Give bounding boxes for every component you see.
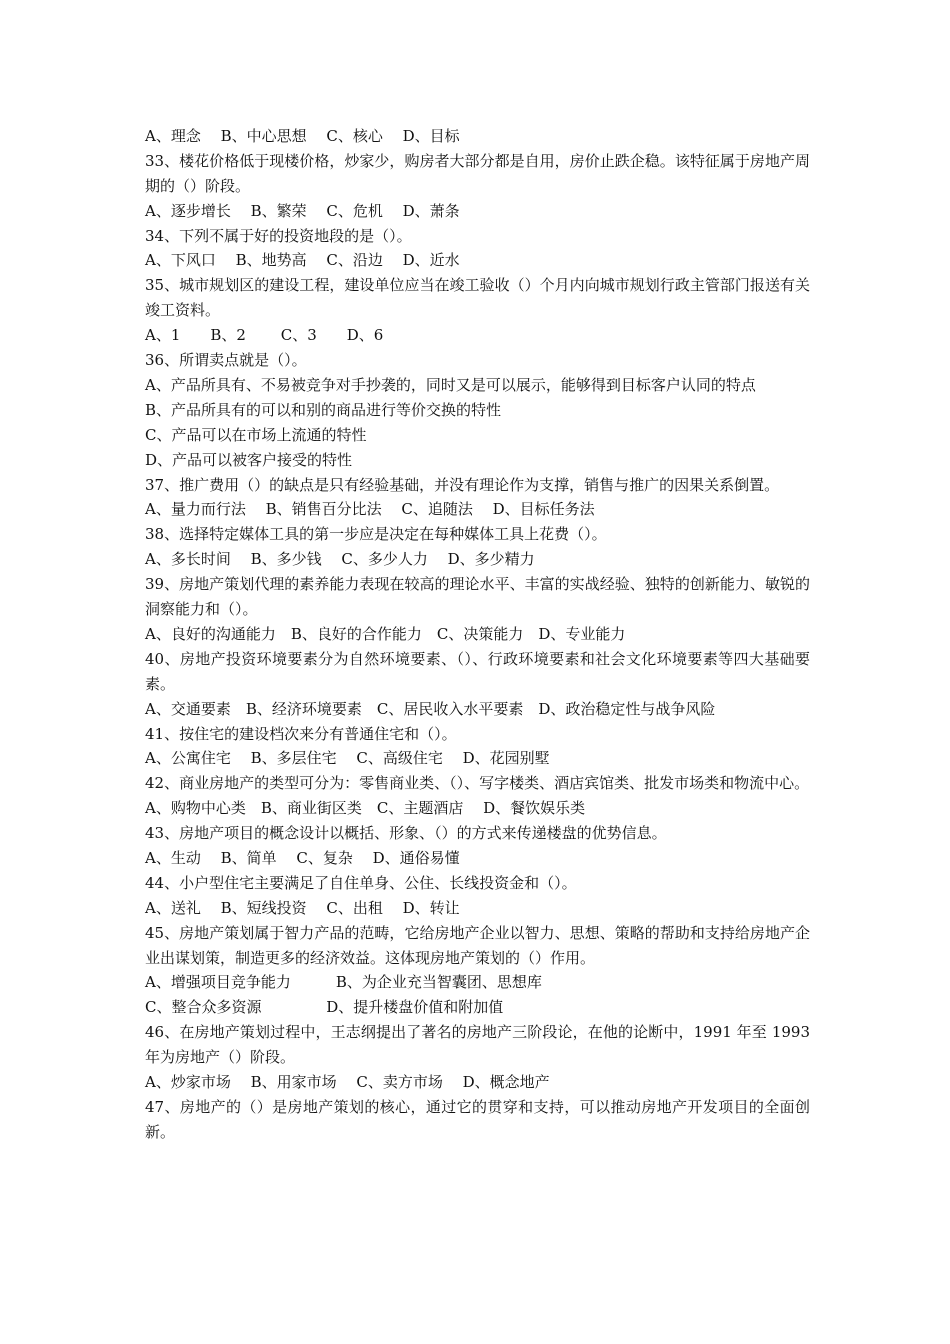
- question-46: 46、在房地产策划过程中，王志纲提出了著名的房地产三阶段论，在他的论断中，1991 年至 1993 年为房地产（）阶段。: [145, 1023, 810, 1067]
- option-line: A、购物中心类 B、商业街区类 C、主题酒店 D、餐饮娱乐类: [145, 799, 586, 818]
- option-line: A、增强项目竞争能力 B、为企业充当智囊团、思想库: [145, 973, 542, 992]
- question-35: 35、城市规划区的建设工程，建设单位应当在竣工验收（）个月内向城市规划行政主管部门报送有关竣工资料。: [145, 276, 810, 320]
- option-line: A、生动 B、简单 C、复杂 D、通俗易懂: [145, 849, 460, 867]
- option-line: D、产品可以被客户接受的特性: [145, 450, 353, 469]
- option-line: A、量力而行法 B、销售百分比法 C、追随法 D、目标任务法: [145, 500, 595, 519]
- question-41: 41、按住宅的建设档次来分有普通住宅和（）。: [145, 724, 457, 743]
- question-42: 42、商业房地产的类型可分为：零售商业类、（）、写字楼类、酒店宾馆类、批发市场类和物流中心。: [145, 774, 810, 793]
- question-33: 33、楼花价格低于现楼价格，炒家少，购房者大部分都是自用，房价止跌企稳。该特征属于房地产周期的（）阶段。: [145, 151, 810, 195]
- document-page: [145, 124, 810, 1145]
- option-line: C、产品可以在市场上流通的特性: [145, 425, 367, 444]
- option-line: A、公寓住宅 B、多层住宅 C、高级住宅 D、花园别墅: [145, 749, 550, 768]
- question-36: 36、所谓卖点就是（）。: [145, 351, 307, 370]
- option-line: A、送礼 B、短线投资 C、出租 D、转让: [145, 898, 460, 917]
- question-37: 37、推广费用（）的缺点是只有经验基础，并没有理论作为支撑，销售与推广的因果关系倒置。: [145, 475, 780, 494]
- question-45: 45、房地产策划属于智力产品的范畴，它给房地产企业以智力、思想、策略的帮助和支持给房地产企业出谋划策，制造更多的经济效益。这体现房地产策划的（）作用。: [145, 923, 810, 967]
- option-line: A、产品所具有、不易被竞争对手抄袭的，同时又是可以展示，能够得到目标客户认同的特点: [145, 375, 756, 394]
- option-line: A、下风口 B、地势高 C、沿边 D、近水: [145, 251, 460, 270]
- question-39: 39、房地产策划代理的素养能力表现在较高的理论水平、丰富的实战经验、独特的创新能力、敏锐的洞察能力和（）。: [145, 575, 810, 619]
- option-line: A、逐步增长 B、繁荣 C、危机 D、萧条: [145, 201, 460, 220]
- question-47: 47、房地产的（）是房地产策划的核心，通过它的贯穿和支持，可以推动房地产开发项目的全面创新。: [145, 1097, 810, 1141]
- option-line: A、1 B、2 C、3 D、6: [145, 326, 384, 345]
- question-34: 34、下列不属于好的投资地段的是（）。: [145, 226, 412, 245]
- question-43: 43、房地产项目的概念设计以概括、形象、（）的方式来传递楼盘的优势信息。: [145, 824, 667, 843]
- option-line: A、多长时间 B、多少钱 C、多少人力 D、多少精力: [145, 550, 535, 569]
- option-line: A、交通要素 B、经济环境要素 C、居民收入水平要素 D、政治稳定性与战争风险: [145, 699, 716, 718]
- option-line: A、炒家市场 B、用家市场 C、卖方市场 D、概念地产: [145, 1073, 550, 1092]
- option-line: A、良好的沟通能力 B、良好的合作能力 C、决策能力 D、专业能力: [145, 624, 626, 643]
- option-line: B、产品所具有的可以和别的商品进行等价交换的特性: [145, 400, 502, 419]
- option-line: A、理念 B、中心思想 C、核心 D、目标: [145, 127, 460, 145]
- option-line: C、整合众多资源 D、提升楼盘价值和附加值: [145, 998, 504, 1017]
- question-38: 38、选择特定媒体工具的第一步应是决定在每种媒体工具上花费（）。: [145, 525, 607, 544]
- question-44: 44、小户型住宅主要满足了自住单身、公住、长线投资金和（）。: [145, 873, 577, 892]
- question-40: 40、房地产投资环境要素分为自然环境要素、（）、行政环境要素和社会文化环境要素等四大基础要素。: [145, 649, 810, 693]
